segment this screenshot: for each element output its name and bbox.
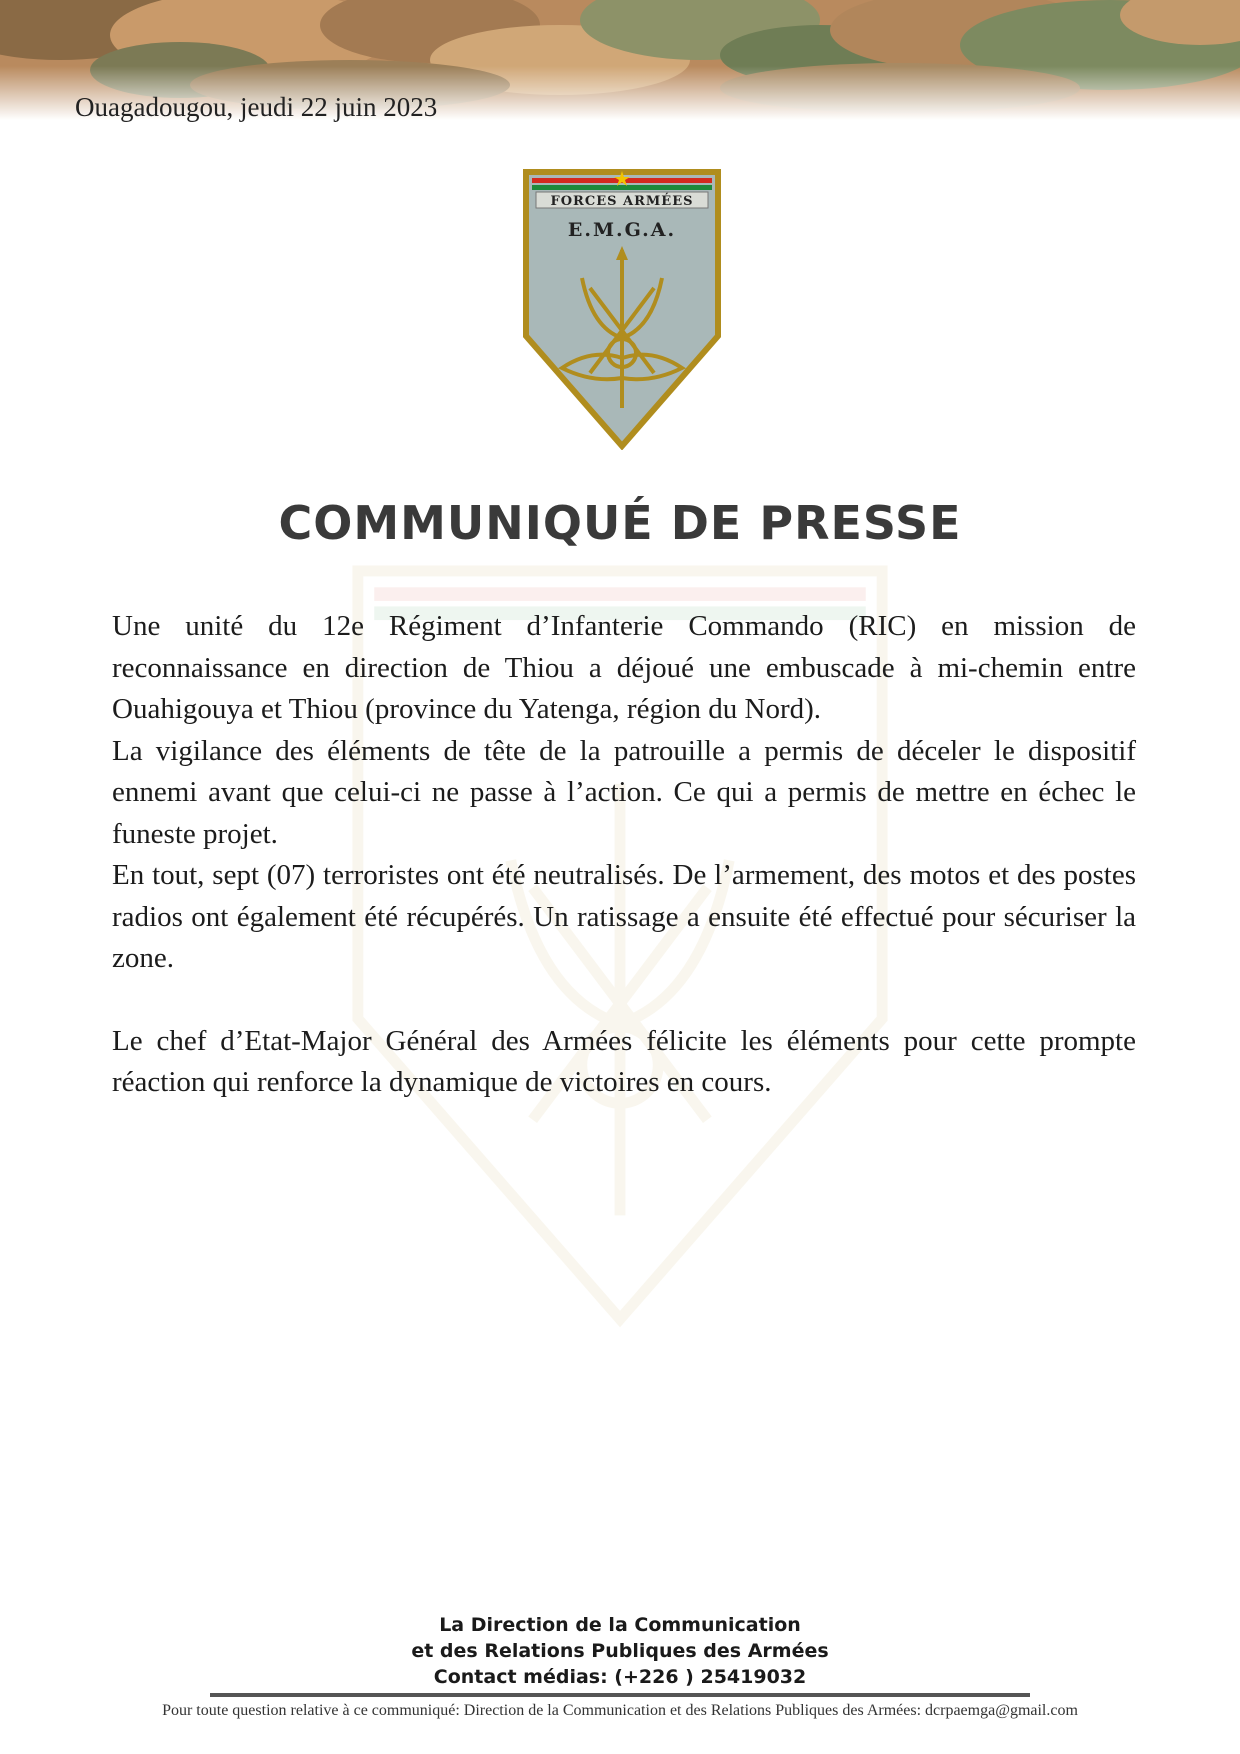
footer-divider (210, 1693, 1030, 1697)
paragraph: La vigilance des éléments de tête de la patrouille a permis de déceler le dispositif ennemi avant que celui-ci ne passe à l’action. Ce qui a permis de mettre en échec le funeste projet. (112, 734, 1136, 850)
footer-line: La Direction de la Communication (439, 1614, 801, 1636)
date-line: Ouagadougou, jeudi 22 juin 2023 (75, 92, 438, 122)
page-title: COMMUNIQUÉ DE PRESSE (278, 496, 962, 550)
emblem-top-text: FORCES ARMÉES (550, 194, 694, 209)
emblem-acronym: E.M.G.A. (567, 219, 677, 241)
footer-note: Pour toute question relative à ce communiqué: Direction de la Communication et des Relations Publiques des Armées: dcrpaemga@gmail.com (162, 1702, 1078, 1719)
paragraph: Le chef d’Etat-Major Général des Armées félicite les éléments pour cette prompte réaction qui renforce la dynamique de victoires en cours. (112, 1024, 1136, 1098)
footer-line: et des Relations Publiques des Armées (411, 1640, 829, 1662)
paragraph: En tout, sept (07) terroristes ont été neutralisés. De l’armement, des motos et des postes radios ont également été récupérés. Un ratissage a ensuite été effectué pour sécuriser la zone. (112, 859, 1136, 974)
footer-contact: Contact médias: (+226 ) 25419032 (433, 1666, 807, 1688)
footer-signature (0, 1612, 1240, 1690)
communique-body (112, 606, 1136, 1104)
paragraph: Une unité du 12e Régiment d’Infanterie Commando (RIC) en mission de reconnaissance en direction de Thiou a déjoué une embuscade à mi-chemin entre Ouahigouya et Thiou (province du Yatenga, région du Nord). (112, 610, 1136, 725)
emga-shield-emblem (522, 168, 722, 450)
